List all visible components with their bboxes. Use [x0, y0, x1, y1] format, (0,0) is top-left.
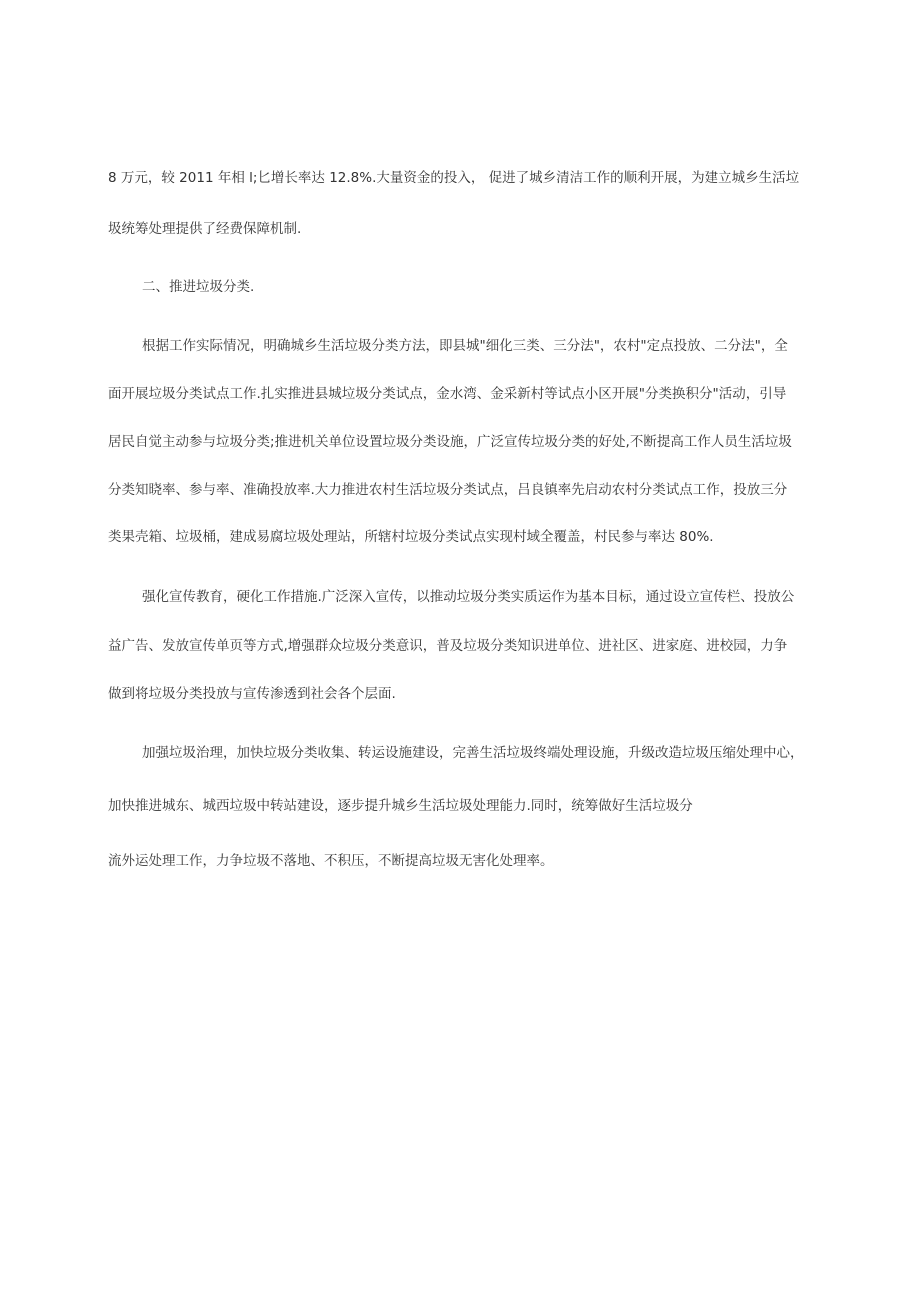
- treatment-line-2: 加快推进城东、城西垃圾中转站建设，逐步提升城乡生活垃圾处理能力.同时，统筹做好生活垃圾分: [108, 798, 693, 814]
- section-heading: 二、推进垃圾分类.: [142, 279, 255, 295]
- funding-line-2: 圾统筹处理提供了经费保障机制.: [108, 221, 302, 237]
- treatment-line-3: 流外运处理工作，力争垃圾不落地、不积压，不断提高垃圾无害化处理率。: [108, 853, 554, 869]
- publicity-line-1: 强化宣传教育，硬化工作措施.广泛深入宣传，以推动垃圾分类实质运作为基本目标，通过设立宣传栏、投放公: [142, 589, 795, 605]
- classification-line-2: 面开展垃圾分类试点工作.扎实推进县城垃圾分类试点，金水湾、金采新村等试点小区开展"分类换积分"活动，引导: [108, 386, 787, 402]
- publicity-line-2: 益广告、发放宣传单页等方式,增强群众垃圾分类意识，普及垃圾分类知识进单位、进社区、进家庭、进校园，力争: [108, 638, 788, 654]
- classification-line-3: 居民自觉主动参与垃圾分类;推进机关单位设置垃圾分类设施，广泛宣传垃圾分类的好处,不断提高工作人员生活垃圾: [108, 434, 792, 450]
- classification-line-5: 类果壳箱、垃圾桶，建成易腐垃圾处理站，所辖村垃圾分类试点实现村域全覆盖，村民参与率达 80%.: [108, 529, 714, 545]
- funding-line-1: 8 万元，较 2011 年相 l;匕增长率达 12.8%.大量资金的投入， 促进了城乡清洁工作的顺利开展，为建立城乡生活垃: [108, 170, 800, 186]
- publicity-line-3: 做到将垃圾分类投放与宣传渗透到社会各个层面.: [108, 686, 396, 702]
- classification-line-4: 分类知晓率、参与率、准确投放率.大力推进农村生活垃圾分类试点，吕良镇率先启动农村分类试点工作，投放三分: [108, 482, 788, 498]
- classification-line-1: 根据工作实际情况，明确城乡生活垃圾分类方法，即县城"细化三类、三分法"，农村"定点投放、二分法"，全: [142, 338, 788, 354]
- treatment-line-1: 加强垃圾治理，加快垃圾分类收集、转运设施建设，完善生活垃圾终端处理设施，升级改造垃圾压缩处理中心，: [142, 745, 804, 761]
